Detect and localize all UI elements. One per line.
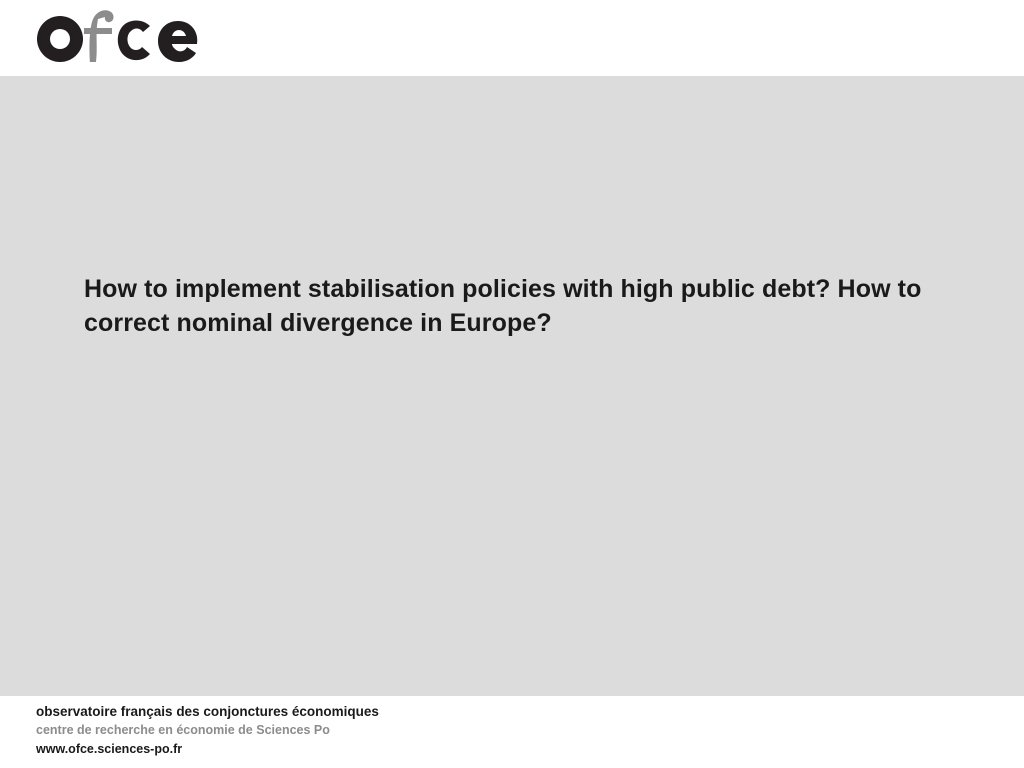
slide-content-panel <box>0 76 1024 696</box>
header-band <box>0 0 1024 76</box>
slide-footer <box>0 696 1024 768</box>
page-title: How to implement stabilisation policies with high public debt? How to correct nominal divergence in Europe? <box>84 275 922 337</box>
footer-website-url: www.ofce.sciences-po.fr <box>36 742 183 756</box>
ofce-logo <box>32 6 202 66</box>
footer-organisation-subtitle: centre de recherche en économie de Sciences Po <box>36 723 330 737</box>
title-block <box>84 272 944 340</box>
footer-organisation-name: observatoire français des conjonctures économiques <box>36 704 379 719</box>
